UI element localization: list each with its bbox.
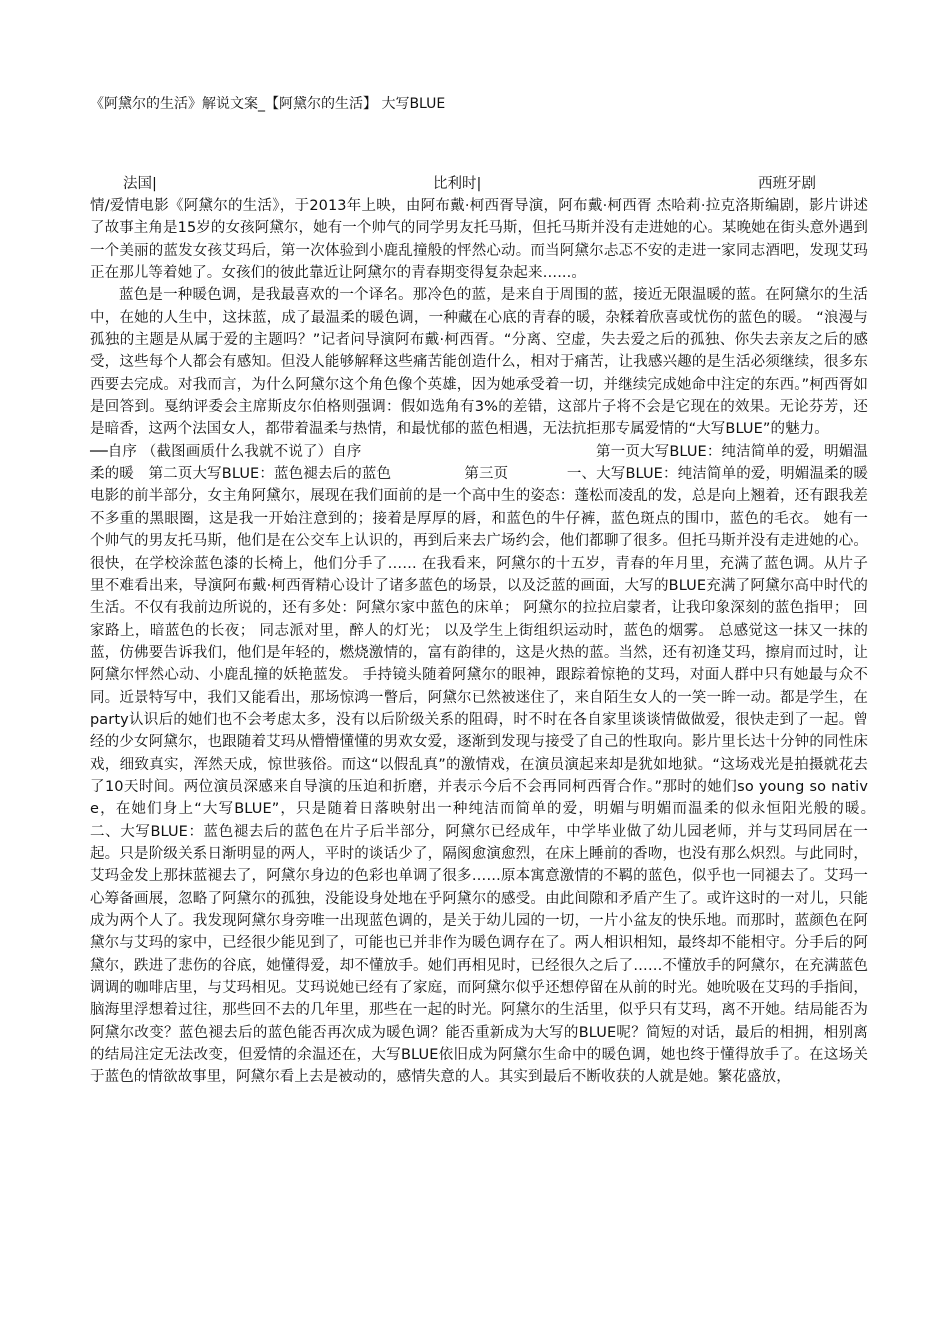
paragraph-synopsis: 情/爱情电影《阿黛尔的生活》，于2013年上映，由阿布戴·柯西胥导演，阿布戴·柯西胥 杰哈莉·拉克洛斯编剧，影片讲述了故事主角是15岁的女孩阿黛尔，她有一个帅气的同学男友托马斯，但托马斯并没有走进她的心。某晚她在街头意外遇到一个美丽的蓝发女孩艾玛后，第一次体验到小鹿乱撞般的怦然心动。而当阿黛尔忐忑不安的走进一家同志酒吧，发现艾玛正在那儿等着她了。女孩们的彼此靠近让阿黛尔的青春期变得复杂起来…...。: [90, 198, 868, 282]
country-line: [90, 173, 868, 195]
document-body: [90, 195, 912, 1089]
paragraph-intro: 蓝色是一种暖色调，是我最喜欢的一个译名。那冷色的蓝，是来自于周围的蓝，接近无限温暖的蓝。在阿黛尔的生活中，在她的人生中，这抹蓝，成了最温柔的暖色调，一种藏在心底的青春的暖，杂糅着欣喜或忧伤的蓝色的暖。 “浪漫与孤独的主题是从属于爱的主题吗？”记者问导演阿布戴·柯西胥。“分离、空虚，失去爱之后的孤独、你失去亲友之后的感受，这些每个人都会有感知。但没人能够解释这些痛苦能创造什么，相对于痛苦，让我感兴趣的是生活必须继续，很多东西要去完成。对我而言，为什么阿黛尔这个角色像个英雄，因为她承受着一切，并继续完成她命中注定的东西。”柯西胥如是回答到。戛纳评委会主席斯皮尔伯格则强调：假如选角有3%的差错，这部片子将不会是它现在的效果。无论芬芳，还是暗香，这两个法国女人，都带着温柔与热情，和最忧郁的蓝色相遇，无法抗拒那专属爱情的“大写BLUE”的魅力。: [90, 287, 868, 438]
country-france: 法国|: [123, 176, 157, 192]
country-spain: 西班牙剧: [758, 176, 816, 192]
country-belgium: 比利时|: [433, 176, 482, 192]
paragraph-review: ──自序 （截图画质什么我就不说了）自序 第一页大写BLUE：纯洁简单的爱，明媚温柔的暖 第二页大写BLUE：蓝色褪去后的蓝色 第三页 一、大写BLUE：纯洁简单的爱，明媚温柔的暖电影的前半部分，女主角阿黛尔，展现在我们面前的是一个高中生的姿态：蓬松而凌乱的发，总是向上翘着，还有跟我差不多重的黑眼圈，这是我一开始注意到的；接着是厚厚的唇，和蓝色的牛仔裤，蓝色斑点的围巾，蓝色的毛衣。 她有一个帅气的男友托马斯，他们是在公交车上认识的，再到后来去广场约会，他们都聊了很多。但托马斯并没有走进她的心。很快，在学校涂蓝色漆的长椅上，他们分手了…… 在我看来，阿黛尔的十五岁，青春的年月里，充满了蓝色调。从片子里不难看出来，导演阿布戴·柯西胥精心设计了诸多蓝色的场景，以及泛蓝的画面，大写的BLUE充满了阿黛尔高中时代的生活。不仅有我前边所说的，还有多处：阿黛尔家中蓝色的床单； 阿黛尔的拉拉启蒙者，让我印象深刻的蓝色指甲； 回家路上，暗蓝色的长夜； 同志派对里，醉人的灯光； 以及学生上街组织运动时，蓝色的烟雾。 总感觉这一抹又一抹的蓝，仿佛要告诉我们，他们是年轻的，燃烧激情的，富有韵律的，这是火热的蓝。当然，还有初逢艾玛，擦肩而过时，让阿黛尔怦然心动、小鹿乱撞的妖艳蓝发。 手持镜头随着阿黛尔的眼神，跟踪着惊艳的艾玛，对面人群中只有她最与众不同。近景特写中，我们又能看出，那场惊鸿一瞥后，阿黛尔已然被迷住了，来自陌生女人的一笑一眸一动。都是学生，在party认识后的她们也不会考虑太多，没有以后阶级关系的阻碍，时不时在各自家里谈谈情做做爱，很快走到了一起。曾经的少女阿黛尔，也跟随着艾玛从懵懵懂懂的男欢女爱，逐渐到发现与接受了自己的性取向。影片里长达十分钟的同性床戏，细致真实，浑然天成，惊世骇俗。而这“以假乱真”的激情戏，在演员演起来却是犹如地狱。“这场戏光是拍摄就花去了10天时间。两位演员深感来自导演的压迫和折磨，并表示今后不会再同柯西胥合作。”那时的她们so young so native，在她们身上“大写BLUE”，只是随着日落映射出一种纯洁而简单的爱，明媚与明媚而温柔的似永恒阳光般的暖。 二、大写BLUE：蓝色褪去后的蓝色在片子后半部分，阿黛尔已经成年，中学毕业做了幼儿园老师，并与艾玛同居在一起。只是阶级关系日渐明显的两人，平时的谈话少了，隔阂愈演愈烈，在床上睡前的香吻，也没有那么炽烈。与此同时，艾玛金发上那抹蓝褪去了，阿黛尔身边的色彩也单调了很多……原本寓意激情的不羁的蓝色，似乎也一同褪去了。艾玛一心筹备画展，忽略了阿黛尔的孤独，没能设身处地在乎阿黛尔的感受。由此间隙和矛盾产生了。或许这时的一对儿，只能成为两个人了。我发现阿黛尔身旁唯一出现蓝色调的，是关于幼儿园的一切，一片小盆友的快乐地。而那时，蓝颜色在阿黛尔与艾玛的家中，已经很少能见到了，可能也已并非作为暖色调存在了。两人相识相知，最终却不能相守。分手后的阿黛尔，跌进了悲伤的谷底，她懂得爱，却不懂放手。她们再相见时，已经很久之后了……不懂放手的阿黛尔，在充满蓝色调调的咖啡店里，与艾玛相见。艾玛说她已经有了家庭，而阿黛尔似乎还想停留在从前的时光。她吮吸在艾玛的手指间，脑海里浮想着过往，那些回不去的几年里，那些在一起的时光。阿黛尔的生活里，似乎只有艾玛，离不开她。结局能否为阿黛尔改变？蓝色褪去后的蓝色能否再次成为暖色调？能否重新成为大写的BLUE呢？简短的对话，最后的相拥，相别离的结局注定无法改变，但爱情的余温还在，大写BLUE依旧成为阿黛尔生命中的暖色调，她也终于懂得放手了。在这场关于蓝色的情欲故事里，阿黛尔看上去是被动的，感情失意的人。其实到最后不断收获的人就是她。繁花盛放，: [90, 443, 912, 1086]
document-title: 《阿黛尔的生活》解说文案_【阿黛尔的生活】 大写BLUE: [90, 96, 446, 112]
